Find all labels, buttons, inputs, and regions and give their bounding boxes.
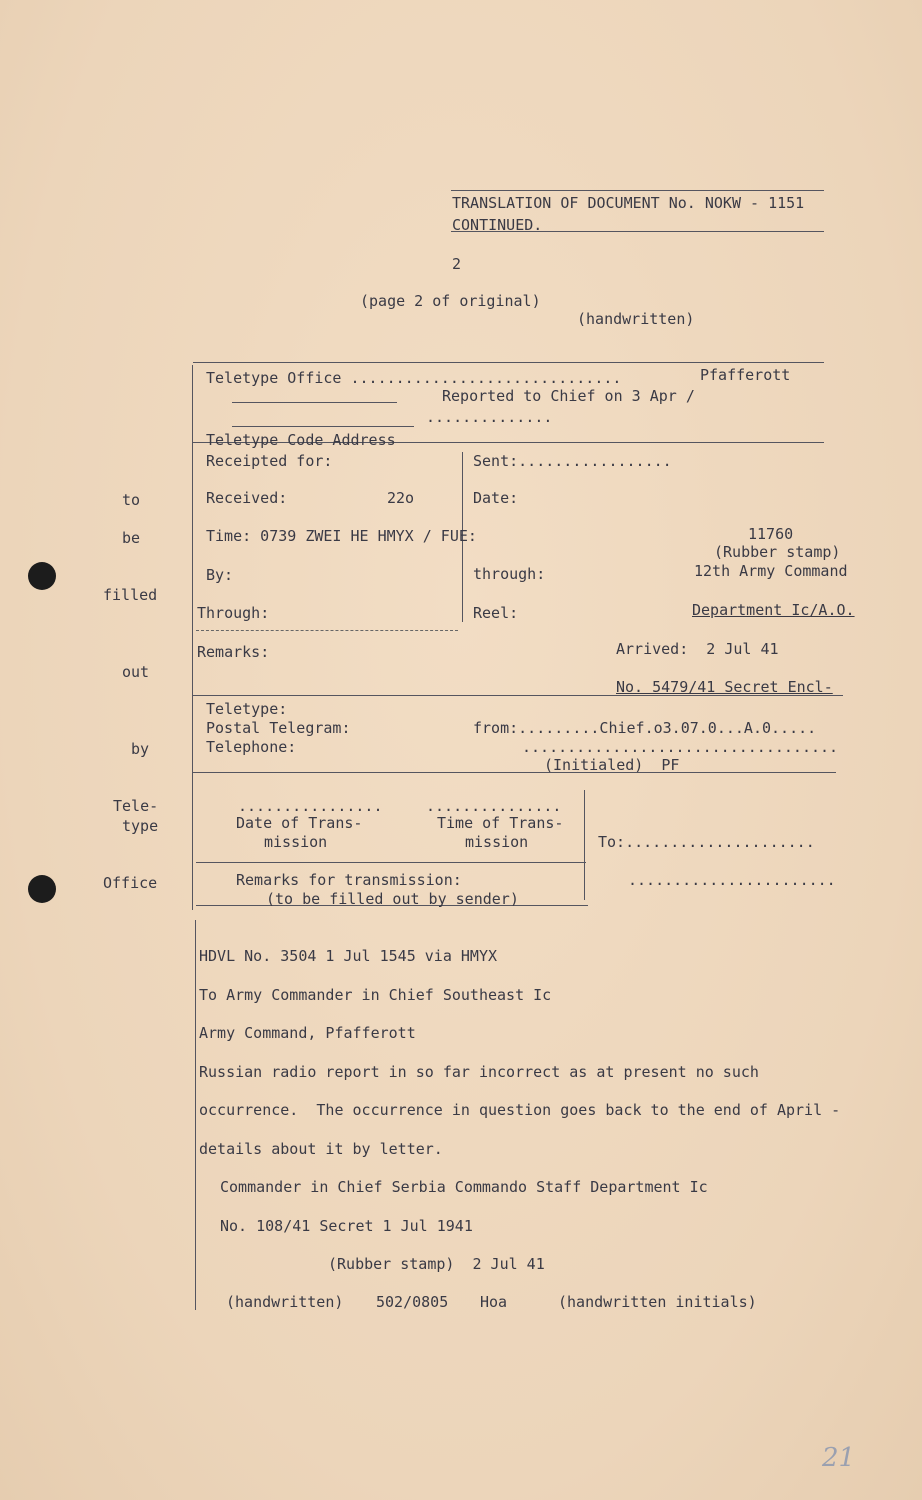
transmission-rule — [196, 862, 586, 863]
telephone-rule — [193, 772, 836, 773]
remarks-transmission: Remarks for transmission: — [236, 871, 462, 889]
secret-encl-line: No. 5479/41 Secret Encl- — [616, 678, 833, 696]
sent-label: Sent:................. — [473, 452, 672, 470]
arrived-line: Arrived: 2 Jul 41 — [616, 640, 779, 658]
teletype-label: Teletype: — [206, 700, 288, 718]
body-line-8: No. 108/41 Secret 1 Jul 1941 — [220, 1217, 473, 1235]
stamp-department: Department Ic/A.O. — [692, 601, 855, 619]
handwritten-initials: (handwritten initials) — [558, 1293, 757, 1311]
reference-number: 502/0805 — [376, 1293, 449, 1311]
teletype-code-address: Teletype Code Address — [206, 431, 396, 449]
remarks-label: Remarks: — [197, 643, 270, 661]
telephone-label: Telephone: — [206, 738, 297, 756]
binder-hole-bottom — [28, 875, 56, 903]
from-line: from:.........Chief.o3.07.0...A.0..... — [473, 719, 817, 737]
time-line: Time: 0739 ZWEI HE HMYX / FUE: — [206, 527, 477, 545]
date-label: Date: — [473, 489, 519, 507]
form-left-rule — [192, 365, 193, 910]
handwritten-note: (handwritten) — [577, 310, 695, 328]
dots-b: ............... — [426, 797, 562, 815]
side-label-be: be — [122, 529, 141, 547]
body-line-6: details about it by letter. — [199, 1140, 443, 1158]
side-label-office: Office — [103, 874, 158, 892]
from-dots: ................................... — [522, 738, 839, 756]
transmission-right-rule — [584, 790, 585, 900]
dots-a: ................ — [238, 797, 383, 815]
body-line-4: Russian radio report in so far incorrect as at present no such — [199, 1063, 759, 1081]
date-transmission-1: Date of Trans- — [236, 814, 363, 832]
body-line-9: (Rubber stamp) 2 Jul 41 — [328, 1255, 545, 1273]
side-label-tele: Tele- — [113, 797, 159, 815]
teletype-office-label: Teletype Office .............................. — [206, 369, 622, 387]
to-dots-2: ....................... — [628, 871, 836, 889]
through-left-label: Through: — [197, 604, 270, 622]
stamp-number: 11760 — [748, 525, 794, 543]
date-transmission-2: mission — [264, 833, 328, 851]
reel-label: Reel: — [473, 604, 519, 622]
page-of-original: (page 2 of original) — [360, 292, 541, 310]
stamp-command: 12th Army Command — [694, 562, 848, 580]
time-transmission-1: Time of Trans- — [437, 814, 564, 832]
continued-label: CONTINUED. — [452, 216, 543, 234]
to-be-filled-sender: (to be filled out by sender) — [266, 890, 519, 908]
reported-to-chief: Reported to Chief on 3 Apr / — [442, 387, 695, 405]
side-label-filled: filled — [103, 586, 158, 604]
time-transmission-2: mission — [465, 833, 529, 851]
header-rule-top — [451, 190, 824, 191]
form-top-rule — [193, 362, 824, 363]
handwritten-label: (handwritten) — [226, 1293, 344, 1311]
body-line-1: HDVL No. 3504 1 Jul 1545 via HMYX — [199, 947, 498, 965]
body-line-7: Commander in Chief Serbia Commando Staff Department Ic — [220, 1178, 708, 1196]
side-label-out: out — [122, 663, 150, 681]
hoa-initials: Hoa — [480, 1293, 508, 1311]
side-label-by: by — [131, 740, 150, 758]
side-label-type: type — [122, 817, 159, 835]
postal-telegram-label: Postal Telegram: — [206, 719, 351, 737]
binder-hole-top — [28, 562, 56, 590]
dots-short: .............. — [426, 408, 553, 426]
pfafferott-handwritten: Pfafferott — [700, 366, 791, 384]
by-label: By: — [206, 566, 234, 584]
office-underline — [232, 402, 397, 403]
corner-mark: 21 — [822, 1443, 856, 1473]
received-value: 22o — [387, 489, 415, 507]
office-underline-2 — [232, 426, 414, 427]
to-line: To:..................... — [598, 833, 815, 851]
body-left-rule — [195, 920, 196, 1310]
received-label: Received: — [206, 489, 288, 507]
body-line-2: To Army Commander in Chief Southeast Ic — [199, 986, 552, 1004]
initialed-line: (Initialed) PF — [544, 756, 680, 774]
side-label-to: to — [122, 491, 141, 509]
header-rule-bottom — [451, 231, 824, 232]
body-line-5: occurrence. The occurrence in question goes back to the end of April - — [199, 1101, 841, 1119]
body-line-3: Army Command, Pfafferott — [199, 1024, 416, 1042]
through-dash — [196, 630, 458, 631]
through-right-label: through: — [473, 565, 546, 583]
translation-title: TRANSLATION OF DOCUMENT No. NOKW - 1151 — [452, 194, 805, 212]
stamp-label: (Rubber stamp) — [714, 543, 841, 561]
receipted-for-label: Receipted for: — [206, 452, 333, 470]
page-number: 2 — [452, 255, 462, 273]
